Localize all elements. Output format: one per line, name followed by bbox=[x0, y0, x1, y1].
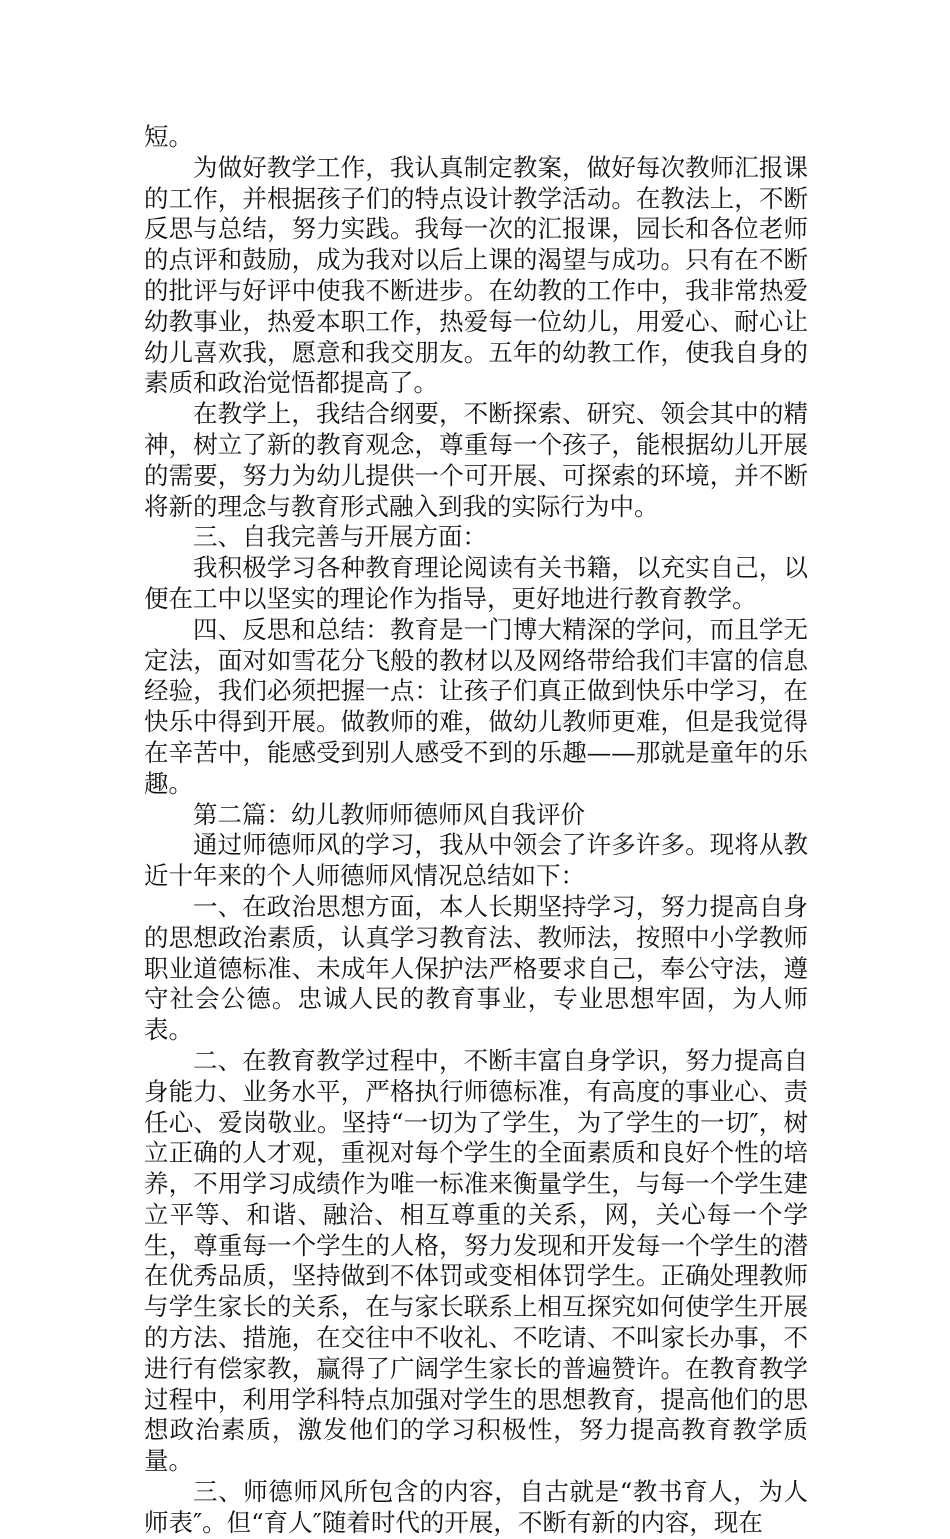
section-heading-self-improvement: 三、自我完善与开展方面： bbox=[193, 522, 487, 552]
paragraph-teaching-work: 为做好教学工作，我认真制定教案，做好每次教师汇报课的工作，并根据孩子们的特点设计教学活动。在教法上，不断反思与总结，努力实践。我每一次的汇报课，园长和各位老师的点评和鼓励，成为我对以后上课的渴望与成功。只有在不断的批评与好评中使我不断进步。在幼教的工作中，我非常热爱幼教事业，热爱本职工作，热爱每一位幼儿，用爱心、耐心让幼儿喜欢我，愿意和我交朋友。五年的幼教工作，使我自身的素质和政治觉悟都提高了。 bbox=[144, 152, 808, 398]
paragraph-reflection: 四、反思和总结：教育是一门博大精深的学问，而且学无定法，面对如雪花分飞般的教材以及网络带给我们丰富的信息经验，我们必须把握一点：让孩子们真正做到快乐中学习，在快乐中得到开展。做教师的难，做幼儿教师更难，但是我觉得在辛苦中，能感受到别人感受不到的乐趣——那就是童年的乐趣。 bbox=[144, 614, 808, 798]
paragraph-study: 我积极学习各种教育理论阅读有关书籍，以充实自己，以便在工中以坚实的理论作为指导，更好地进行教育教学。 bbox=[144, 553, 808, 613]
chapter-title-second: 第二篇：幼儿教师师德师风自我评价 bbox=[193, 799, 585, 829]
paragraph-teaching-concepts: 在教学上，我结合纲要，不断探索、研究、领会其中的精神，树立了新的教育观念，尊重每一个孩子，能根据幼儿开展的需要，努力为幼儿提供一个可开展、可探索的环境，并不断将新的理念与教育形式融入到我的实际行为中。 bbox=[144, 399, 808, 521]
document-page bbox=[144, 122, 808, 1539]
paragraph-ethics-content: 三、师德师风所包含的内容，自古就是“教书育人，为人师表″。但“育人″随着时代的开展，不断有新的内容，现在 bbox=[144, 1477, 808, 1537]
paragraph-political-thought: 一、在政治思想方面，本人长期坚持学习，努力提高自身的思想政治素质，认真学习教育法、教师法，按照中小学教师职业道德标准、未成年人保护法严格要求自己，奉公守法，遵守社会公德。忠诚人民的教育事业，专业思想牢固，为人师表。 bbox=[144, 891, 808, 1045]
paragraph-teaching-process: 二、在教育教学过程中，不断丰富自身学识，努力提高自身能力、业务水平，严格执行师德标准，有高度的事业心、责任心、爱岗敬业。坚持“一切为了学生，为了学生的一切″，树立正确的人才观，重视对每个学生的全面素质和良好个性的培养，不用学习成绩作为唯一标准来衡量学生，与每一个学生建立平等、和谐、融洽、相互尊重的关系，网，关心每一个学生，尊重每一个学生的人格，努力发现和开发每一个学生的潜在优秀品质，坚持做到不体罚或变相体罚学生。正确处理教师与学生家长的关系，在与家长联系上相互探究如何使学生开展的方法、措施，在交往中不收礼、不吃请、不叫家长办事，不进行有偿家教，赢得了广阔学生家长的普遍赞许。在教育教学过程中，利用学科特点加强对学生的思想教育，提高他们的思想政治素质，激发他们的学习积极性，努力提高教育教学质量。 bbox=[144, 1045, 808, 1476]
paragraph-continuation: 短。 bbox=[144, 122, 193, 151]
paragraph-introduction: 通过师德师风的学习，我从中领会了许多许多。现将从教近十年来的个人师德师风情况总结如下： bbox=[144, 830, 808, 891]
